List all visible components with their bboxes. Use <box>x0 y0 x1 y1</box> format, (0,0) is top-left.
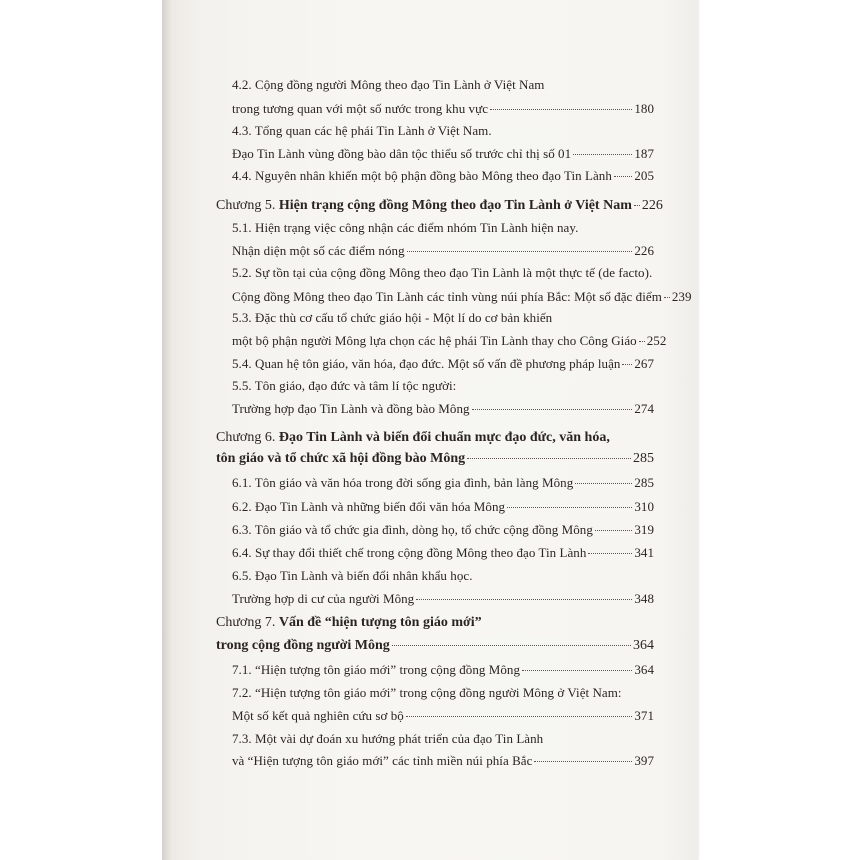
entry-title: Cộng đồng Mông theo đạo Tin Lành các tỉnh vùng núi phía Bắc: Một số đặc điểm <box>232 289 662 304</box>
entry-title: 7.2. “Hiện tượng tôn giáo mới” trong cộng đồng người Mông ở Việt Nam: <box>232 685 622 700</box>
chapter-heading <box>216 430 610 446</box>
entry-title: Trường hợp đạo Tin Lành và đồng bào Mông <box>232 401 470 416</box>
page-number: 226 <box>634 243 654 258</box>
entry-title: 5.4. Quan hệ tôn giáo, văn hóa, đạo đức. Một số vấn đề phương pháp luận <box>232 356 621 371</box>
toc-chapter-6-cont <box>216 451 654 467</box>
dot-leader <box>522 670 632 671</box>
dot-leader <box>406 716 633 717</box>
toc-entry-6-2 <box>232 499 654 515</box>
page-number: 285 <box>634 475 654 490</box>
dot-leader <box>575 483 632 484</box>
toc-entry-5-2-cont <box>232 289 692 305</box>
dot-leader <box>392 645 631 646</box>
toc-entry-4-2 <box>232 77 544 93</box>
dot-leader <box>472 409 633 410</box>
page-number: 341 <box>634 545 654 560</box>
chapter-title: Đạo Tin Lành và biến đổi chuẩn mực đạo đức, văn hóa, <box>278 430 610 445</box>
page-number: 205 <box>634 168 654 183</box>
toc-entry-6-1 <box>232 475 654 491</box>
toc-chapter-7-cont <box>216 638 654 654</box>
entry-title: trong tương quan với một số nước trong khu vực <box>232 101 489 116</box>
dot-leader <box>595 530 632 531</box>
toc-entry-5-3 <box>232 310 552 326</box>
entry-title: 5.5. Tôn giáo, đạo đức và tâm lí tộc người: <box>232 378 457 393</box>
toc-entry-5-5-cont <box>232 401 654 417</box>
chapter-heading <box>216 198 632 214</box>
toc-entry-5-4 <box>232 356 654 372</box>
dot-leader <box>634 205 640 206</box>
toc-chapter-7 <box>216 615 482 631</box>
entry-title: 6.4. Sự thay đổi thiết chế trong cộng đồng Mông theo đạo Tin Lành <box>232 545 587 560</box>
toc-entry-7-2-cont <box>232 708 654 724</box>
page-number: 348 <box>634 591 654 606</box>
entry-title: 4.3. Tổng quan các hệ phái Tin Lành ở Việt Nam. <box>232 123 492 138</box>
entry-title: Nhận diện một số các điểm nóng <box>232 243 405 258</box>
entry-title: 6.1. Tôn giáo và văn hóa trong đời sống gia đình, bản làng Mông <box>232 475 574 490</box>
entry-title: 5.2. Sự tồn tại của cộng đồng Mông theo đạo Tin Lành là một thực tế (de facto). <box>232 265 653 280</box>
dot-leader <box>534 761 632 762</box>
entry-title: Trường hợp di cư của người Mông <box>232 591 415 606</box>
toc-entry-7-2 <box>232 685 622 701</box>
dot-leader <box>467 458 631 459</box>
entry-title: 4.4. Nguyên nhân khiến một bộ phận đồng bào Mông theo đạo Tin Lành <box>232 168 612 183</box>
page-number: 310 <box>634 499 654 514</box>
page-number: 319 <box>634 522 654 537</box>
toc-entry-6-3 <box>232 522 654 538</box>
dot-leader <box>622 364 632 365</box>
toc-entry-4-3 <box>232 123 492 139</box>
page-number: 267 <box>634 356 654 371</box>
entry-title: 7.1. “Hiện tượng tôn giáo mới” trong cộng đồng Mông <box>232 662 521 677</box>
toc-entry-7-3-cont <box>232 753 654 769</box>
page-number: 397 <box>634 753 654 768</box>
page-number: 187 <box>634 146 654 161</box>
entry-title: 5.1. Hiện trạng việc công nhận các điểm nhóm Tin Lành hiện nay. <box>232 220 579 235</box>
page-number: 274 <box>634 401 654 416</box>
chapter-title: tôn giáo và tổ chức xã hội đồng bào Mông <box>216 451 466 466</box>
page-number: 364 <box>634 662 654 677</box>
chapter-number: Chương 6. <box>216 430 279 445</box>
toc-entry-4-2-cont <box>232 101 654 117</box>
toc-entry-5-5 <box>232 378 456 394</box>
entry-title: 4.2. Cộng đồng người Mông theo đạo Tin Lành ở Việt Nam <box>232 77 545 92</box>
chapter-title: Vấn đề “hiện tượng tôn giáo mới” <box>278 615 482 630</box>
dot-leader <box>664 297 670 298</box>
chapter-heading <box>216 615 482 631</box>
chapter-title: trong cộng đồng người Mông <box>216 638 390 653</box>
entry-title: 6.5. Đạo Tin Lành và biến đổi nhân khẩu học. <box>232 568 473 583</box>
chapter-number: Chương 7. <box>216 615 279 630</box>
toc-entry-5-1 <box>232 220 578 236</box>
entry-title: Đạo Tin Lành vùng đồng bào dân tộc thiểu số trước chỉ thị số 01 <box>232 146 572 161</box>
page-number: 226 <box>641 198 663 213</box>
dot-leader <box>573 154 632 155</box>
page-number: 252 <box>646 333 667 348</box>
dot-leader <box>614 176 632 177</box>
entry-title: Một số kết quả nghiên cứu sơ bộ <box>232 708 404 723</box>
dot-leader <box>490 109 632 110</box>
chapter-title: Hiện trạng cộng đồng Mông theo đạo Tin Lành ở Việt Nam <box>278 198 632 213</box>
dot-leader <box>588 553 632 554</box>
toc-entry-7-3 <box>232 731 543 747</box>
page-number: 371 <box>634 708 654 723</box>
entry-title: 6.2. Đạo Tin Lành và những biến đổi văn hóa Mông <box>232 499 506 514</box>
dot-leader <box>416 599 632 600</box>
entry-title: 5.3. Đặc thù cơ cấu tổ chức giáo hội - Một lí do cơ bản khiến <box>232 310 553 325</box>
toc-entry-6-5 <box>232 568 473 584</box>
page-number: 239 <box>671 289 692 304</box>
toc-entry-6-5-cont <box>232 591 654 607</box>
toc-entry-7-1 <box>232 662 654 678</box>
toc-entry-4-4 <box>232 168 654 184</box>
toc-chapter-6 <box>216 430 610 446</box>
toc-entry-5-2 <box>232 265 652 281</box>
toc-entry-5-1-cont <box>232 243 654 259</box>
page-number: 180 <box>634 101 654 116</box>
toc-entry-4-3-cont <box>232 146 654 162</box>
toc-entry-6-4 <box>232 545 654 561</box>
dot-leader <box>507 507 632 508</box>
chapter-number: Chương 5. <box>216 198 279 213</box>
entry-title: 7.3. Một vài dự đoán xu hướng phát triển của đạo Tin Lành <box>232 731 544 746</box>
page-number: 364 <box>633 638 654 653</box>
dot-leader <box>639 341 645 342</box>
page-number: 285 <box>633 451 654 466</box>
entry-title: và “Hiện tượng tôn giáo mới” các tỉnh miền núi phía Bắc <box>232 753 533 768</box>
toc-entry-5-3-cont <box>232 333 667 349</box>
entry-title: một bộ phận người Mông lựa chọn các hệ phái Tin Lành thay cho Công Giáo <box>232 333 637 348</box>
dot-leader <box>407 251 633 252</box>
toc-chapter-5 <box>216 198 663 214</box>
entry-title: 6.3. Tôn giáo và tổ chức gia đình, dòng họ, tổ chức cộng đồng Mông <box>232 522 593 537</box>
